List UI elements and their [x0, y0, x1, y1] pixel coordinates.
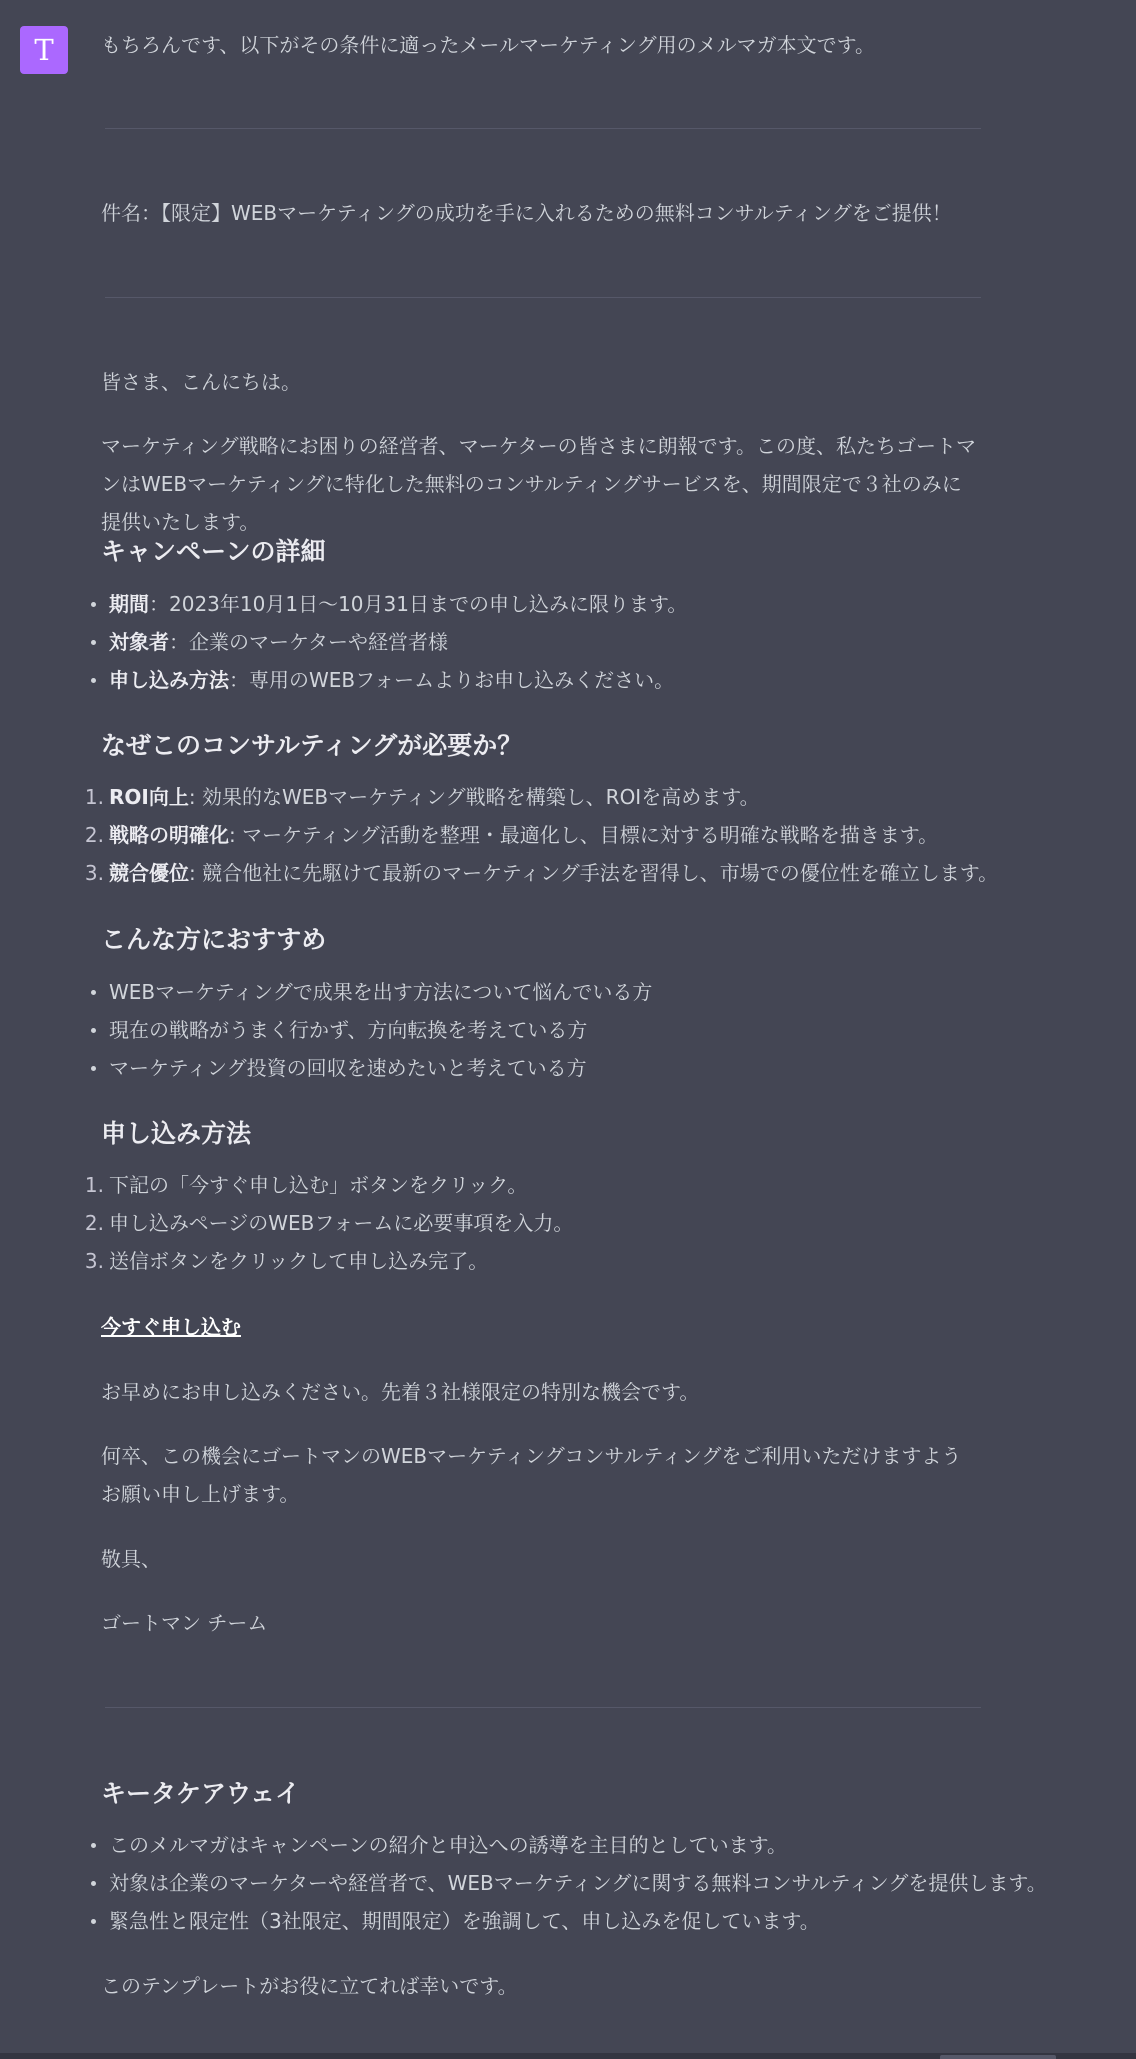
- intro-text: もちろんです、以下がその条件に適ったメールマーケティング用のメルマガ本文です。: [101, 33, 875, 57]
- email-subject: 件名：【限定】WEBマーケティングの成功を手に入れるための無料コンサルティングをご提供！: [101, 201, 952, 225]
- list-item: 現在の戦略がうまく行かず、方向転換を考えている方: [101, 1011, 652, 1049]
- email-greeting: 皆さま、こんにちは。: [101, 370, 301, 394]
- outro-text: このテンプレートがお役に立てれば幸いです。: [101, 1974, 518, 1998]
- list-item: 2. 申し込みページのWEBフォームに必要事項を入力。: [84, 1211, 574, 1235]
- divider: [105, 1707, 981, 1708]
- closing-text: 何卒、この機会にゴートマンのWEBマーケティングコンサルティングをご利用いただけますようお願い申し上げます。: [101, 1444, 962, 1506]
- apply-heading: 申し込み方法: [101, 1119, 252, 1148]
- bottom-action-button[interactable]: [940, 2055, 1056, 2059]
- list-item: 対象者：企業のマーケターや経営者様: [101, 623, 687, 661]
- sign-off: 敬具、: [101, 1547, 161, 1571]
- recommend-heading: こんな方におすすめ: [101, 925, 327, 954]
- divider: [105, 128, 981, 129]
- list-item: WEBマーケティングで成果を出す方法について悩んでいる方: [101, 973, 652, 1011]
- signature: ゴートマン チーム: [101, 1611, 268, 1635]
- urgency-text: お早めにお申し込みください。先着３社様限定の特別な機会です。: [101, 1380, 700, 1404]
- apply-now-link[interactable]: 今すぐ申し込む: [101, 1315, 241, 1339]
- why-list: [84, 778, 999, 892]
- divider: [105, 297, 981, 298]
- why-heading: なぜこのコンサルティングが必要か？: [101, 731, 523, 760]
- list-item: 申し込み方法：専用のWEBフォームよりお申し込みください。: [101, 661, 687, 699]
- list-item: 3. 送信ボタンをクリックして申し込み完了。: [84, 1249, 489, 1273]
- list-item: 対象は企業のマーケターや経営者で、WEBマーケティングに関する無料コンサルティングを提供します。: [101, 1864, 1047, 1902]
- list-item: 1. ROI向上: 効果的なWEBマーケティング戦略を構築し、ROIを高めます。: [84, 785, 760, 809]
- recommend-list: [101, 973, 652, 1087]
- list-item: このメルマガはキャンペーンの紹介と申込への誘導を主目的としています。: [101, 1826, 1047, 1864]
- takeaways-heading: キータケアウェイ: [101, 1779, 301, 1808]
- list-item: マーケティング投資の回収を速めたいと考えている方: [101, 1049, 652, 1087]
- list-item: 緊急性と限定性（3社限定、期間限定）を強調して、申し込みを促しています。: [101, 1902, 1047, 1940]
- apply-list: [84, 1166, 574, 1280]
- list-item: 3. 競合優位: 競合他社に先駆けて最新のマーケティング手法を習得し、市場での優位性を確立します。: [84, 861, 999, 885]
- list-item: 2. 戦略の明確化: マーケティング活動を整理・最適化し、目標に対する明確な戦略を描きます。: [84, 823, 939, 847]
- campaign-heading: キャンペーンの詳細: [101, 537, 326, 566]
- assistant-avatar: T: [20, 26, 68, 74]
- email-lead: マーケティング戦略にお困りの経営者、マーケターの皆さまに朗報です。この度、私たちゴートマンはWEBマーケティングに特化した無料のコンサルティングサービスを、期間限定で３社のみに提供いたします。: [101, 434, 976, 534]
- takeaways-list: [101, 1826, 1047, 1940]
- campaign-list: [101, 585, 687, 699]
- list-item: 期間：2023年10月1日～10月31日までの申し込みに限ります。: [101, 585, 687, 623]
- list-item: 1. 下記の「今すぐ申し込む」ボタンをクリック。: [84, 1173, 528, 1197]
